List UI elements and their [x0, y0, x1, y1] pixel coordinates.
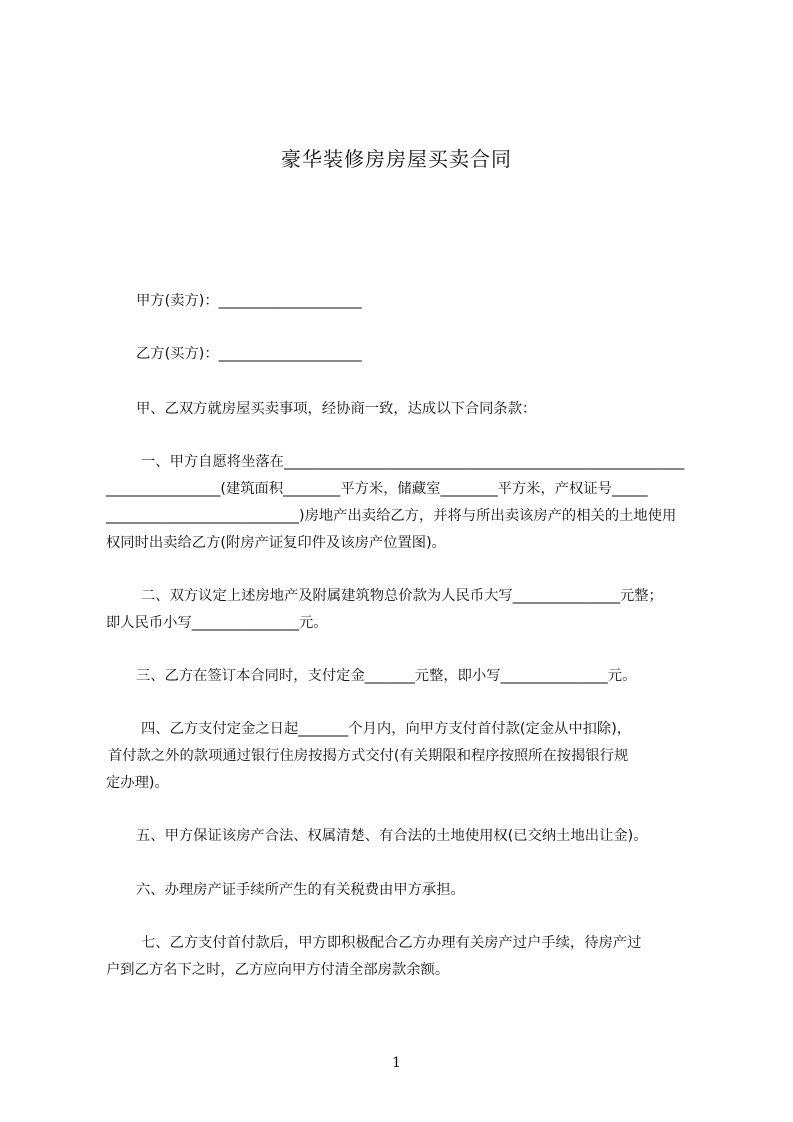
clause-7-line-1: 七、乙方支付首付款后，甲方即积极配合乙方办理有关房产过户手续，待房产过: [141, 935, 642, 951]
clause-4-line-3: 定办理)。: [106, 775, 169, 791]
clause-5-line: 五、甲方保证该房产合法、权属清楚、有合法的土地使用权(已交纳土地出让金)。: [136, 828, 648, 844]
page-number: 1: [392, 1055, 401, 1071]
clause-1-line-3: ___________________________)房地产出卖给乙方，并将与所出卖该房产的相关的土地使用: [106, 508, 677, 524]
clause-2-line-2: 即人民币小写_______________元。: [106, 615, 328, 631]
clause-2-line-1: 二、双方议定上述房地产及附属建筑物总价款为人民币大写_______________元整；: [141, 588, 663, 604]
intro-line: 甲、乙双方就房屋买卖事项，经协商一致，达成以下合同条款：: [136, 401, 537, 417]
clause-4-line-2: 首付款之外的款项通过银行住房按揭方式交付(有关期限和程序按照所在按揭银行规: [108, 748, 629, 764]
clause-3-line: 三、乙方在签订本合同时，支付定金_______元整，即小写_______________元。: [136, 668, 637, 684]
party-a-line: 甲方(卖方)：____________________: [136, 293, 362, 309]
clause-7-line-2: 户到乙方名下之时，乙方应向甲方付清全部房款余额。: [106, 962, 450, 978]
clause-1-line-1: 一、甲方自愿将坐落在________________________________________________________: [141, 454, 685, 470]
party-b-line: 乙方(买方)：____________________: [136, 346, 362, 362]
clause-4-line-1: 四、乙方支付定金之日起_______个月内，向甲方支付首付款(定金从中扣除)，: [141, 721, 632, 737]
clause-6-line: 六、办理房产证手续所产生的有关税费由甲方承担。: [136, 882, 465, 898]
clause-1-line-2: ________________(建筑面积________平方米，储藏室________平方米，产权证号_____: [106, 481, 648, 497]
clause-1-line-4: 权同时出卖给乙方(附房产证复印件及该房产位置图)。: [106, 535, 446, 551]
document-title: 豪华装修房房屋买卖合同: [281, 147, 512, 171]
